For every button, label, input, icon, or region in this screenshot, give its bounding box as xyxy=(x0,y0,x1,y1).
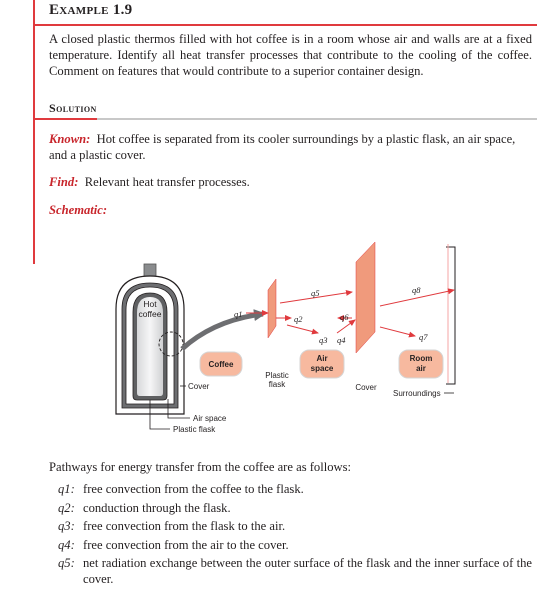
hot-coffee-label-line1: Hot xyxy=(143,299,157,309)
pathway-item xyxy=(49,555,532,587)
pathway-item xyxy=(49,518,532,534)
room-air-box-line2: air xyxy=(416,364,426,373)
example-title: Example 1.9 xyxy=(49,2,133,18)
q8-label: q8 xyxy=(412,285,421,295)
cover-panel-label: Cover xyxy=(355,383,377,392)
hot-coffee-label-line2: coffee xyxy=(138,309,162,319)
q1-label: q1 xyxy=(234,309,243,319)
plastic-flask-panel xyxy=(268,279,276,338)
pathway-symbol: q3: xyxy=(58,519,75,533)
q3-label: q3 xyxy=(319,335,328,345)
q7-label: q7 xyxy=(419,332,428,342)
plastic-flask-callout: Plastic flask xyxy=(173,425,216,434)
pathways-intro: Pathways for energy transfer from the coffee are as follows: xyxy=(49,460,352,474)
plastic-flask-label-line1: Plastic xyxy=(265,371,289,380)
known-label: Known: xyxy=(49,132,91,146)
schematic-label: Schematic: xyxy=(49,203,108,217)
solution-heading: Solution xyxy=(49,101,97,115)
air-space-box-line2: space xyxy=(310,364,334,373)
pathway-description: free convection from the coffee to the flask. xyxy=(83,482,304,496)
thermos-illustration xyxy=(116,264,263,434)
pathway-symbol: q5: xyxy=(58,556,75,570)
cover-callout: Cover xyxy=(188,382,210,391)
cover-panel xyxy=(356,242,375,353)
q5-label: q5 xyxy=(311,288,320,298)
pathway-description: net radiation exchange between the outer surface of the flask and the inner surface of the cover. xyxy=(83,556,532,586)
surroundings-label: Surroundings xyxy=(393,389,441,398)
pathway-symbol: q2: xyxy=(58,500,75,515)
air-space-box-line1: Air xyxy=(316,354,328,363)
pathway-symbol: q1: xyxy=(58,482,75,496)
pathway-description: conduction through the flask. xyxy=(83,500,231,515)
q3-arrow xyxy=(287,325,318,333)
pathways-list xyxy=(49,481,532,590)
air-space-callout: Air space xyxy=(193,414,227,423)
q7-arrow xyxy=(380,327,415,336)
find-label: Find: xyxy=(49,175,79,189)
pathway-item xyxy=(49,481,532,497)
heat-flow-arrows xyxy=(246,290,454,336)
detail-callout-arrow xyxy=(182,314,263,349)
plastic-flask-label-line2: flask xyxy=(268,380,286,389)
find-text: Relevant heat transfer processes. xyxy=(84,175,250,189)
pathway-description: free convection from the flask to the air. xyxy=(83,519,286,533)
pathway-item xyxy=(49,500,532,516)
q4-label: q4 xyxy=(337,335,346,345)
coffee-box-label: Coffee xyxy=(208,360,234,369)
q2-label: q2 xyxy=(294,314,303,324)
pathway-description: free convection from the air to the cover. xyxy=(83,537,289,552)
q6-label: q6 xyxy=(340,312,349,322)
problem-statement: A closed plastic thermos filled with hot coffee is in a room whose air and walls are at a fixed temperature. Identify all heat transfer processes that contribute to the cooling of the coffee. Comment on features that would contribute to a superior container design. xyxy=(49,32,532,78)
pathway-symbol: q4: xyxy=(58,537,75,552)
room-air-box-line1: Room xyxy=(409,354,433,363)
known-text: Hot coffee is separated from its cooler surroundings by a plastic flask, an air space, and a plastic cover. xyxy=(49,132,516,162)
surroundings-bracket xyxy=(446,247,455,384)
pathway-item xyxy=(49,537,532,553)
